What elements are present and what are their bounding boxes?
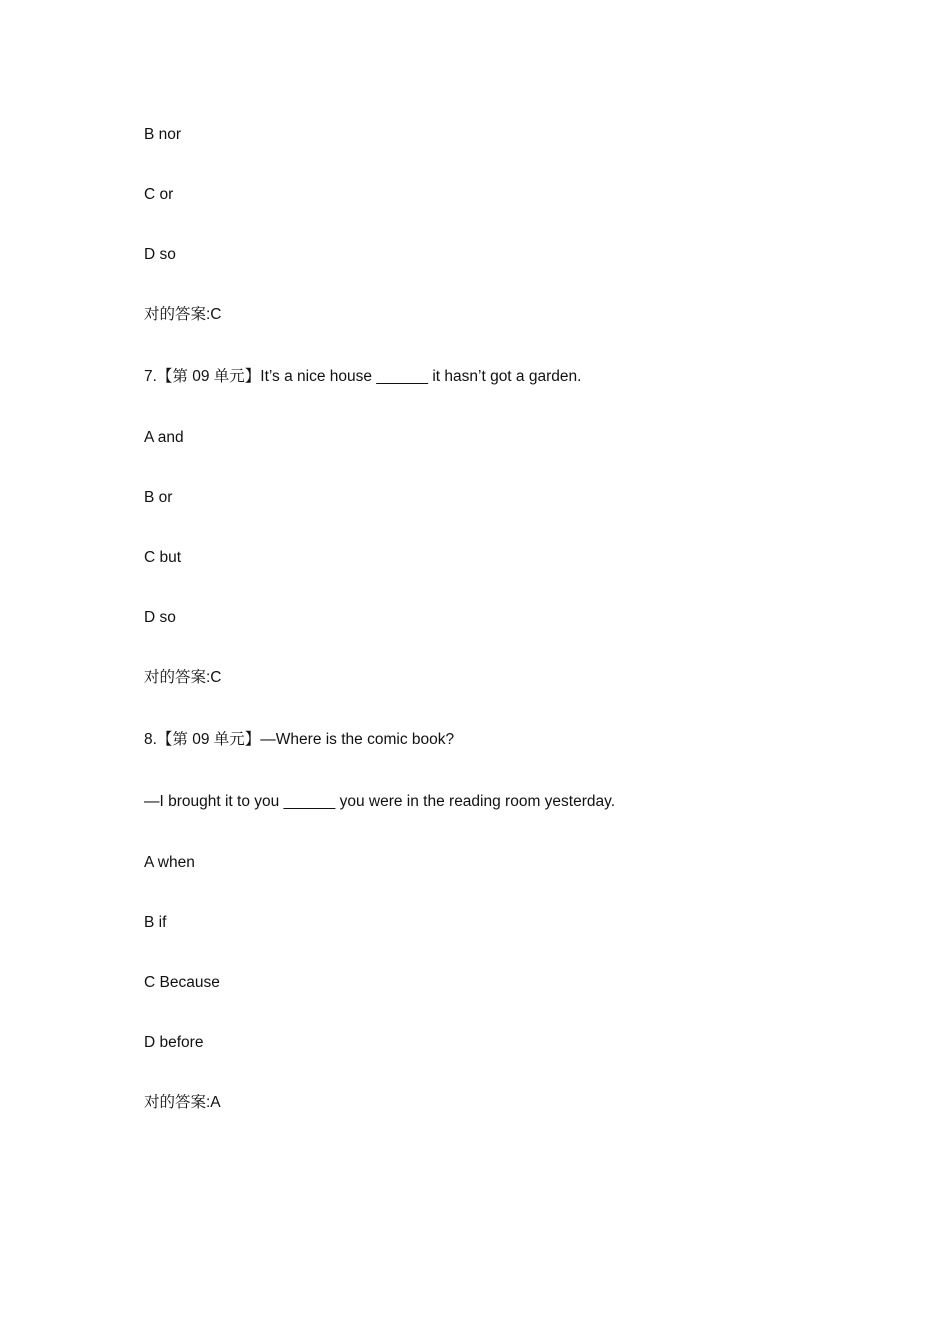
correct-answer-q7: 对的答案:C bbox=[144, 669, 222, 686]
option-d-before: D before bbox=[144, 1034, 204, 1051]
question-8-response: —I brought it to you ______ you were in the reading room yesterday. bbox=[144, 793, 616, 810]
option-d-so-q7: D so bbox=[144, 609, 176, 626]
option-b-nor: B nor bbox=[144, 126, 182, 143]
option-c-because: C Because bbox=[144, 974, 220, 991]
option-b-or: B or bbox=[144, 489, 173, 506]
option-c-but: C but bbox=[144, 549, 182, 566]
option-d-so: D so bbox=[144, 246, 176, 263]
option-a-and: A and bbox=[144, 429, 184, 446]
correct-answer-q6: 对的答案:C bbox=[144, 306, 222, 323]
question-8: 8.【第 09 单元】—Where is the comic book? bbox=[144, 731, 455, 748]
question-7: 7.【第 09 单元】It’s a nice house ______ it hasn’t got a garden. bbox=[144, 368, 582, 385]
correct-answer-q8: 对的答案:A bbox=[144, 1094, 221, 1111]
option-c-or: C or bbox=[144, 186, 174, 203]
option-b-if: B if bbox=[144, 914, 167, 931]
option-a-when: A when bbox=[144, 854, 195, 871]
